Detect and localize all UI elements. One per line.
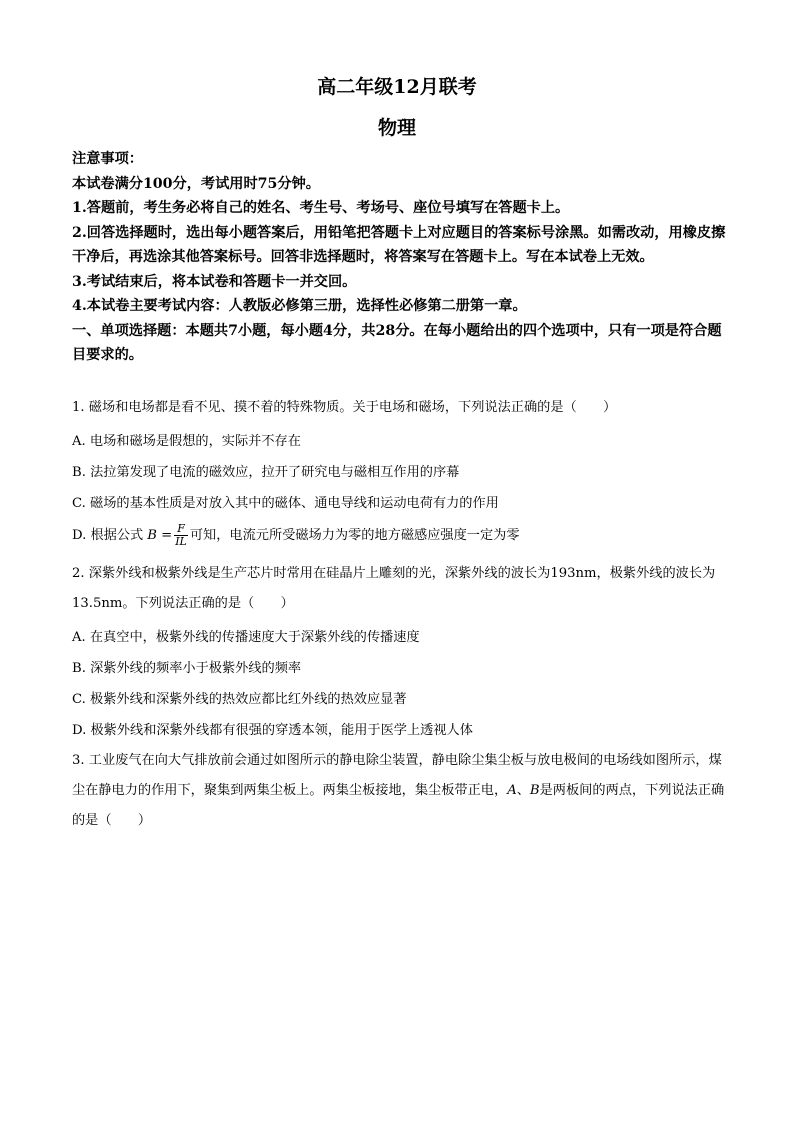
point-b: B	[529, 783, 540, 798]
question-1-option-b: B. 法拉第发现了电流的磁效应，拉开了研究电与磁相互作用的序幕	[72, 465, 460, 480]
question-1-option-d: D. 根据公式 B = $\frac{F}{IL}$ 可知，电流元所受磁场力为零的地方磁感应强度一定为零	[72, 522, 520, 548]
section-heading: 一、单项选择题：本题共7小题，每小题4分，共28分。在每小题给出的四个选项中，只有一项是符合题目要求的。	[72, 322, 722, 363]
question-2-option-a: A. 在真空中，极紫外线的传播速度大于深紫外线的传播速度	[72, 630, 420, 645]
question-2-stem: 2. 深紫外线和极紫外线是生产芯片时常用在硅晶片上雕刻的光，深紫外线的波长为193nm，极紫外线的波长为13.5nm。下列说法正确的是（ ）	[72, 566, 716, 611]
question-1-option-c: C. 磁场的基本性质是对放入其中的磁体、通电导线和运动电荷有力的作用	[72, 496, 499, 511]
formula-fraction: $\frac{F}{IL}$	[175, 522, 187, 548]
question-2-option-c: C. 极紫外线和深紫外线的热效应都比红外线的热效应显著	[72, 692, 407, 707]
notes-line: 4.本试卷主要考试内容：人教版必修第三册，选择性必修第二册第一章。	[72, 298, 527, 314]
formula-lhs: B =	[147, 528, 173, 543]
notes-line: 本试卷满分100分，考试用时75分钟。	[72, 175, 320, 192]
exam-notes	[72, 147, 727, 368]
notes-heading: 注意事项：	[72, 151, 143, 167]
point-a: A	[507, 783, 517, 798]
question-2-option-b: B. 深紫外线的频率小于极紫外线的频率	[72, 661, 302, 676]
subject-title: 物理	[377, 117, 416, 139]
notes-line: 2.回答选择题时，选出每小题答案后，用铅笔把答题卡上对应题目的答案标号涂黑。如需改动，用橡皮擦干净后，再选涂其他答案标号。回答非选择题时，将答案写在答题卡上。写在本试卷上无效。	[72, 224, 726, 265]
question-1-stem: 1. 磁场和电场都是看不见、摸不着的特殊物质。关于电场和磁场，下列说法正确的是（ ）	[72, 400, 617, 415]
exam-title: 高二年级12月联考	[317, 76, 477, 98]
notes-line: 1.答题前，考生务必将自己的姓名、考生号、考场号、座位号填写在答题卡上。	[72, 200, 570, 216]
question-1-option-a: A. 电场和磁场是假想的，实际并不存在	[72, 434, 301, 449]
question-3-stem: 3. 工业废气在向大气排放前会通过如图所示的静电除尘装置，静电除尘集尘板与放电极间的电场线如图所示，煤尘在静电力的作用下，聚集到两集尘板上。两集尘板接地，集尘板带正电，A、B是两板间的两点，下列说法正确的是（ ）	[72, 753, 725, 828]
question-2-option-d: D. 极紫外线和深紫外线都有很强的穿透本领，能用于医学上透视人体	[72, 723, 473, 738]
notes-line: 3.考试结束后，将本试卷和答题卡一并交回。	[72, 273, 357, 290]
